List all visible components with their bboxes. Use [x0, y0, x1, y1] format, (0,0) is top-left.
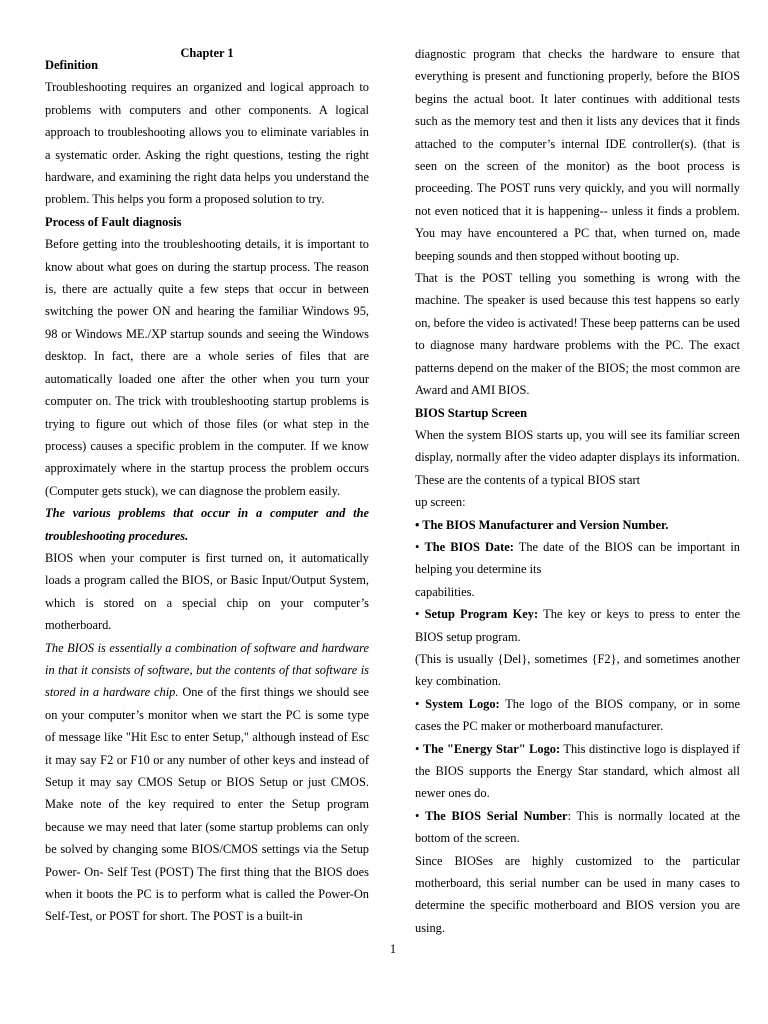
bullet-bios-date-end: capabilities.	[415, 584, 475, 599]
bullet-energy-star: • The "Energy Star" Logo: This distinctive logo is displayed if the BIOS supports the Energy Star standard, which almost all newer ones do.	[415, 741, 741, 801]
bullet-energy-star-text: This distinctive logo is displayed if the BIOS supports the Energy Star standard, which almost all newer ones do.	[415, 741, 741, 801]
fault-diagnosis-paragraph: Before getting into the troubleshooting details, it is important to know about what goes on during the startup process. The reason is, there are actually quite a few steps that occur in between switching the power ON and hearing the familiar Windows 95, 98 or Windows ME./XP startup sounds and seeing the Windows desktop. In fact, there are a whole series of files that are automatically loaded one after the other when you turn your computer on. The trick with troubleshooting startup problems is trying to figure out which of those files (or what step in the process) causes a specific problem in the computer. If we know approximately where in the startup process the problem occurs (Computer gets stuck), we can diagnose the problem easily.	[45, 237, 369, 498]
bullet-serial-number-label: The BIOS Serial Number	[425, 808, 568, 823]
setup-key-note: (This is usually {Del}, sometimes {F2}, and sometimes another key combination.	[415, 651, 740, 689]
bios-startup-paragraph: When the system BIOS starts up, you will see its familiar screen display, normally after the video adapter displays its information. These are the contents of a typical BIOS start	[415, 427, 740, 487]
bullet-system-logo: • System Logo: The logo of the BIOS company, or in some cases the PC maker or motherboard manufacturer.	[415, 696, 741, 734]
post-beep-paragraph: That is the POST telling you something is wrong with the machine. The speaker is used because this test happens so early on, before the video is activated! These beep patterns can be used to diagnose many hardware problems with the PC. The exact patterns depend on the maker of the BIOS; the most common are Award and AMI BIOS.	[415, 271, 740, 398]
bullet-setup-key-text: The key or keys to press to enter the BIOS setup program.	[415, 607, 740, 644]
chapter-title: Chapter 1	[180, 46, 234, 60]
bullet-bios-date: • The BIOS Date: The date of the BIOS can be important in helping you determine its	[415, 539, 740, 577]
fault-diagnosis-heading: Process of Fault diagnosis	[45, 214, 182, 229]
bullet-system-logo-label: System Logo:	[425, 696, 500, 711]
bullet-setup-key: • Setup Program Key: The key or keys to press to enter the BIOS setup program.	[415, 607, 740, 644]
bios-paragraph	[45, 637, 369, 928]
definition-paragraph: Troubleshooting requires an organized and logical approach to problems with computers and other components. A logical approach to troubleshooting allows you to eliminate variables in a systematic order. Asking the right questions, testing the right hardware, and examining the right data helps you understand the problem. This helps you form a proposed solution to try.	[45, 80, 369, 207]
bios-startup-heading: BIOS Startup Screen	[415, 405, 527, 420]
bios-startup-paragraph-end: up screen:	[415, 495, 466, 510]
bios-italic-sentence: The BIOS is essentially a combination of software and hardware in that it consists of software, but the contents of that software is stored in a hardware chip.	[45, 640, 369, 700]
definition-heading: Definition	[45, 58, 99, 72]
bullet-serial-number: • The BIOS Serial Number: This is normally located at the bottom of the screen.	[415, 808, 741, 846]
bullet-energy-star-label: The "Energy Star" Logo:	[422, 741, 561, 756]
left-column	[45, 42, 369, 928]
bullet-serial-number-text: : This is normally located at the bottom of the screen.	[415, 808, 741, 846]
problems-heading: The various problems that occur in a computer and the troubleshooting procedures.	[45, 506, 369, 543]
right-column	[415, 43, 740, 939]
post-continuation-paragraph: diagnostic program that checks the hardware to ensure that everything is present and functioning properly, before the BIOS begins the actual boot. It later continues with additional tests such as the memory test and then it lists any devices that it finds attached to the computer’s internal IDE controller(s). (that is seen on the screen of the monitor) as the boot process is proceeding. The POST runs very quickly, and you will normally not even noticed that it is happening-- unless it finds a problem. You may have encountered a PC that, when turned on, made beeping sounds and then stopped without booting up.	[415, 47, 740, 263]
bullet-bios-date-label: The BIOS Date:	[424, 539, 514, 554]
bullet-system-logo-text: The logo of the BIOS company, or in some cases the PC maker or motherboard manufacturer.	[415, 696, 741, 734]
bullet-manufacturer: • The BIOS Manufacturer and Version Number.	[415, 517, 669, 532]
page-number: 1	[389, 942, 397, 956]
closing-paragraph: Since BIOSes are highly customized to the particular motherboard, this serial number can be used in many cases to determine the specific motherboard and BIOS version you are using.	[415, 853, 740, 935]
bullet-setup-key-label: Setup Program Key:	[424, 607, 539, 622]
bios-paragraph-rest: One of the first things we should see on your computer’s monitor when we start the PC is some type of message like "Hit Esc to enter Setup," although instead of Esc it may say F2 or F10 or any number of other keys and instead of Setup it may say CMOS Setup or BIOS Setup or just CMOS. Make note of the key required to enter the Setup program because we may need that later (some startup problems can only be solved by changing some BIOS/CMOS settings via the Setup Power- On- Self Test (POST) The first thing that the BIOS does when it boots the PC is to perform what is called the Power-On Self-Test, or POST for short. The POST is a built-in	[45, 685, 369, 924]
bios-intro-paragraph: BIOS when your computer is first turned on, it automatically loads a program called the BIOS, or Basic Input/Output System, which is stored on a special chip on your computer’s motherboard.	[45, 550, 369, 633]
bullet-bios-date-text: The date of the BIOS can be important in helping you determine its	[415, 539, 740, 577]
